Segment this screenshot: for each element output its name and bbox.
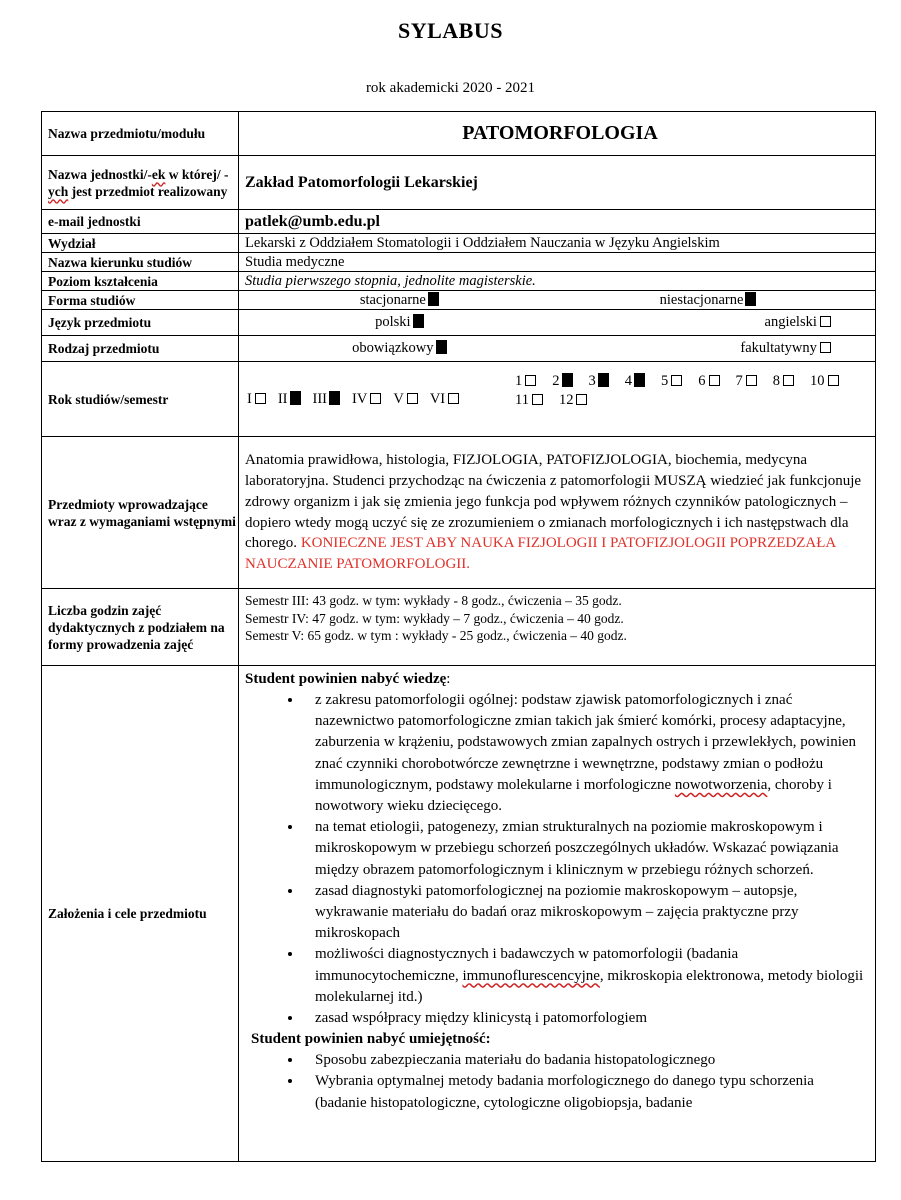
row-level [42, 272, 876, 291]
row-goals [42, 666, 876, 1162]
semester-8[interactable] [773, 373, 794, 389]
prerequisites-warning: KONIECZNE JEST ABY NAUKA FIZJOLOGII I PATOFIZJOLOGII POPRZEDZAŁA NAUCZANIE PATOMORFOLOGII. [245, 535, 836, 573]
unit-name: Zakład Patomorfologii Lekarskiej [239, 156, 876, 210]
checkbox-empty[interactable] [370, 393, 381, 404]
academic-year: rok akademicki 2020 - 2021 [365, 80, 536, 96]
knowledge-item: • zasad współpracy między klinicystą i patomorfologiem [303, 1008, 867, 1029]
checkbox-empty[interactable] [255, 393, 266, 404]
semester-label: 10 [810, 373, 825, 389]
study-form [239, 291, 876, 310]
knowledge-item: • możliwości diagnostycznych i badawczych w patomorfologii (badania immunocytochemiczne, immunoflurescencyjne, mikroskopia elektronowa, metody biologii molekularnej itd.) [303, 944, 867, 1008]
semesters-group [505, 362, 875, 436]
checkbox-empty[interactable] [709, 375, 720, 386]
skills-item: • Sposobu zabezpieczania materiału do badania histopatologicznego [303, 1050, 867, 1071]
year-VI[interactable] [430, 391, 459, 407]
year-IV[interactable] [352, 391, 381, 407]
option-polish: polski [375, 314, 411, 330]
option-part-time: niestacjonarne [659, 291, 744, 308]
knowledge-heading: Student powinien nabyć wiedzę: [245, 671, 451, 687]
checkbox-empty[interactable] [525, 375, 536, 386]
language [239, 310, 876, 336]
checkbox-checked[interactable] [290, 391, 301, 405]
row-form [42, 291, 876, 310]
label-field: Nazwa kierunku studiów [42, 253, 239, 272]
row-language [42, 310, 876, 336]
semester-label: 2 [552, 373, 560, 389]
year-label: IV [352, 390, 368, 407]
syllabus-table [41, 111, 876, 1162]
knowledge-item: • na temat etiologii, patogenezy, zmian strukturalnych na poziomie makroskopowym i mikroskopowym w przebiegu schorzeń poszczególnych układów. Wskazać powiązania między obrazem patomorfologicznym i klinicznym w przebiegu różnych schorzeń. [303, 817, 867, 881]
year-label: VI [429, 390, 446, 407]
checkbox-empty[interactable] [532, 394, 543, 405]
hours-semester-4: Semestr IV: 47 godz. w tym: wykłady – 7 godz., ćwiczenia – 40 godz. [245, 610, 624, 626]
semester-11[interactable] [515, 392, 543, 408]
checkbox-checked[interactable] [413, 314, 424, 328]
semester-10[interactable] [810, 373, 839, 389]
checkbox-empty[interactable] [783, 375, 794, 386]
semester-label: 12 [558, 392, 574, 408]
row-field [42, 253, 876, 272]
row-prerequisites [42, 437, 876, 589]
semester-label: 3 [588, 373, 596, 389]
unit-email: patlek@umb.edu.pl [239, 210, 876, 234]
year-II[interactable] [278, 391, 301, 407]
skills-heading: Student powinien nabyć umiejętność: [251, 1031, 491, 1048]
checkbox-checked[interactable] [436, 340, 447, 354]
skills-list [245, 1050, 867, 1114]
semester-12[interactable] [559, 392, 588, 408]
option-english: angielski [764, 314, 817, 330]
row-type [42, 336, 876, 362]
hours-semester-3: Semestr III: 43 godz. w tym: wykłady - 8 godz., ćwiczenia – 35 godz. [245, 593, 622, 608]
label-type: Rodzaj przedmiotu [42, 336, 239, 362]
checkbox-checked[interactable] [428, 292, 439, 306]
label-faculty: Wydział [42, 234, 239, 253]
checkbox-empty[interactable] [448, 393, 459, 404]
subject-name: PATOMORFOLOGIA [239, 112, 876, 156]
hours [239, 589, 876, 666]
row-email [42, 210, 876, 234]
semester-2[interactable] [552, 373, 572, 389]
label-email: e-mail jednostki [42, 210, 239, 234]
year-label: III [312, 390, 328, 407]
document-title: SYLABUS [398, 18, 503, 43]
semester-label: 1 [515, 373, 523, 389]
label-unit: Nazwa jednostki/-ek w której/ -ych jest przedmiot realizowany [42, 156, 239, 210]
semester-label: 7 [735, 373, 743, 389]
row-faculty [42, 234, 876, 253]
semester-label: 11 [515, 392, 529, 408]
hours-semester-5: Semestr V: 65 godz. w tym : wykłady - 25 godz., ćwiczenia – 40 godz. [245, 628, 627, 643]
checkbox-checked[interactable] [598, 373, 609, 387]
semester-3[interactable] [589, 373, 609, 389]
row-subject-name [42, 112, 876, 156]
skills-item: • Wybrania optymalnej metody badania morfologicznego do danego typu schorzenia (badanie histopatologiczne, cytologiczne oligobiopsja, badanie [303, 1071, 867, 1113]
year-V[interactable] [393, 391, 417, 407]
semester-label: 8 [772, 373, 780, 389]
label-prerequisites: Przedmioty wprowadzające wraz z wymaganiami wstępnymi [42, 437, 239, 589]
year-III[interactable] [313, 391, 341, 407]
knowledge-item: • zasad diagnostyki patomorfologicznej na poziomie makroskopowym – autopsje, wykrawanie materiału do badań oraz mikroskopowym – zajęcia praktyczne przy mikroskopach [303, 881, 867, 945]
knowledge-list [245, 690, 867, 1029]
checkbox-checked[interactable] [634, 373, 645, 387]
semester-1[interactable] [515, 373, 536, 389]
label-form: Forma studiów [42, 291, 239, 310]
year-label: II [277, 390, 288, 407]
checkbox-empty[interactable] [671, 375, 682, 386]
field-of-study: Studia medyczne [239, 253, 876, 272]
option-mandatory: obowiązkowy [352, 340, 434, 356]
education-level: Studia pierwszego stopnia, jednolite magisterskie. [239, 272, 876, 291]
checkbox-checked[interactable] [562, 373, 573, 387]
row-year-semester [42, 362, 876, 437]
year-label: I [247, 390, 252, 407]
checkbox-empty[interactable] [407, 393, 418, 404]
semester-label: 6 [698, 373, 706, 389]
label-language: Język przedmiotu [42, 310, 239, 336]
row-hours [42, 589, 876, 666]
goals [239, 666, 876, 1162]
label-level: Poziom kształcenia [42, 272, 239, 291]
label-goals: Założenia i cele przedmiotu [42, 666, 239, 1162]
semester-label: 5 [661, 373, 669, 389]
option-full-time: stacjonarne [359, 291, 426, 308]
label-hours: Liczba godzin zajęć dydaktycznych z podziałem na formy prowadzenia zajęć [42, 589, 239, 666]
year-I[interactable] [247, 391, 266, 407]
row-unit [42, 156, 876, 210]
checkbox-empty[interactable] [820, 316, 831, 327]
option-elective: fakultatywny [740, 340, 817, 356]
years-group [239, 362, 505, 436]
subject-type [239, 336, 876, 362]
checkbox-checked[interactable] [329, 391, 340, 405]
label-subject-name: Nazwa przedmiotu/modułu [42, 112, 239, 156]
semester-6[interactable] [698, 373, 719, 389]
knowledge-item: • z zakresu patomorfologii ogólnej: podstaw zjawisk patomorfologicznych i znać nazewnictwo patomorfologiczne zmian takich jak śmierć komórki, procesy adaptacyjne, zaburzenia w krążeniu, podstawowych zmian zapalnych ostrych i przewlekłych, powinien znać czynniki chorobotwórcze zewnętrzne i wewnętrzne, podstawy zmian o podłożu immunologicznym, podstawy molekularne i morfologiczne nowotworzenia, choroby i nowotwory wieku dziecięcego. [303, 690, 867, 817]
label-year-semester: Rok studiów/semestr [42, 362, 239, 437]
semester-label: 4 [624, 373, 632, 389]
semester-4[interactable] [625, 373, 645, 389]
prerequisites [239, 437, 876, 589]
checkbox-checked[interactable] [745, 292, 756, 306]
year-label: V [393, 390, 404, 407]
prerequisites-text: Anatomia prawidłowa, histologia, FIZJOLOGIA, PATOFIZJOLOGIA, biochemia, medycyna laboratoryjna. Studenci przychodząc na ćwiczenia z patomorfologii MUSZĄ wiedzieć jak funkcjonuje zdrowy organizm i jak się zmienia jego funkcja pod wpływem różnych czynników patologicznych – dopiero wtedy mogą uczyć się ze zrozumieniem o zmianach morfologicznych i ich następstwach dla chorego. [245, 452, 862, 552]
faculty: Lekarski z Oddziałem Stomatologii i Oddziałem Nauczania w Języku Angielskim [239, 234, 876, 253]
semester-5[interactable] [661, 373, 682, 389]
checkbox-empty[interactable] [820, 342, 831, 353]
checkbox-empty[interactable] [746, 375, 757, 386]
checkbox-empty[interactable] [576, 394, 587, 405]
checkbox-empty[interactable] [828, 375, 839, 386]
semester-7[interactable] [736, 373, 757, 389]
year-semester [239, 362, 876, 437]
